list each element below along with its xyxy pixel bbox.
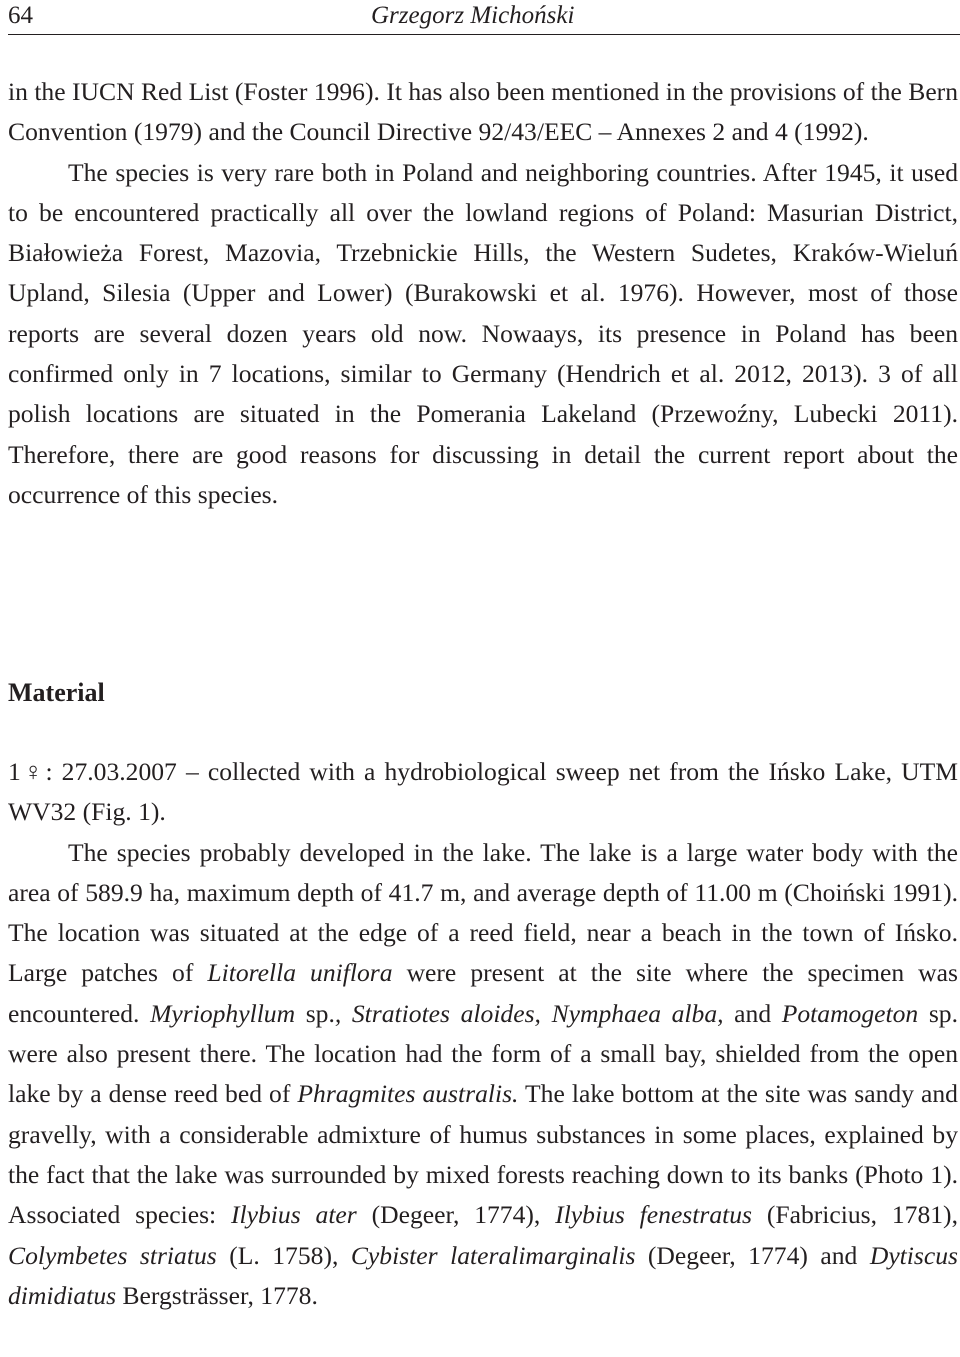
section-heading-material: Material: [8, 678, 105, 707]
species-name: Ilybius ater: [231, 1200, 357, 1230]
text-run: The species probably developed in the lake. The lake is a large water body with the area of 589.9 ha, maximum depth of 41.7 m, and average depth of 11.00 m (Choiński 1991). The location was situated at the edge of a reed field, near a beach in the town of Ińsko. Large patches of: [8, 837, 958, 988]
text-run: The lake bottom at the site was sandy and gravelly, with a considerable admixture of humus substances in some places, explained by the fact that the lake was surrounded by mixed forests reaching down to its banks (Photo 1). Associated species:: [8, 1079, 958, 1230]
intro-text: [8, 72, 958, 515]
text-run: (Degeer, 1774) and: [635, 1240, 870, 1270]
page-number: 64: [8, 2, 33, 29]
species-name: Dytiscus dimidiatus: [8, 1240, 958, 1310]
paragraph-continuation: in the IUCN Red List (Foster 1996). It has also been mentioned in the provisions of the Bern Convention (1979) and the Council Directive 92/43/EEC – Annexes 2 and 4 (1992).: [8, 77, 958, 147]
text-run: Bergsträsser, 1778.: [116, 1280, 318, 1310]
text-run: (Fabricius, 1781),: [752, 1200, 958, 1230]
species-name: Cybister lateralimarginalis: [350, 1240, 636, 1270]
text-run: were present at the site where the specimen was encountered.: [8, 958, 958, 1028]
text-run: sp.: [295, 998, 335, 1028]
species-name: Potamogeton: [781, 998, 919, 1028]
species-name: Phragmites australis.: [297, 1079, 519, 1109]
material-section: [8, 752, 958, 1316]
running-author: Grzegorz Michoński: [371, 2, 575, 29]
paragraph-distribution: The species is very rare both in Poland and neighboring countries. After 1945, it used to be encountered practically all over the lowland regions of Poland: Masurian District, Białowieża Forest, Mazovia, Trzebnickie Hills, the Western Sudetes, Kraków-Wieluń Upland, Silesia (Upper and Lower) (Burakowski et al. 1976). However, most of those reports are several dozen years old now. Nowaays, its presence in Poland has been confirmed only in 7 locations, similar to Germany (Hendrich et al. 2012, 2013). 3 of all polish locations are situated in the Pomerania Lakeland (Przewoźny, Lubecki 2011). Therefore, there are good reasons for discussing in detail the current report about the occurrence of this species.: [8, 157, 958, 509]
text-run: sp. were also present there. The location had the form of a small bay, shielded from the open lake by a dense reed bed of: [8, 998, 958, 1109]
paragraph-habitat: [8, 833, 958, 1317]
specimen-record: 1♀: 27.03.2007 – collected with a hydrobiological sweep net from the Ińsko Lake, UTM WV32 (Fig. 1).: [8, 757, 958, 827]
species-name: Ilybius fenestratus: [555, 1200, 752, 1230]
running-header: [8, 0, 960, 35]
species-name: Litorella uniflora: [207, 958, 393, 988]
species-name: , Stratiotes aloides, Nymphaea alba,: [334, 998, 724, 1028]
text-run: and: [723, 998, 782, 1028]
text-run: (Degeer, 1774),: [356, 1200, 556, 1230]
species-name: Colymbetes striatus: [8, 1240, 217, 1270]
species-name: Myriophyllum: [150, 998, 296, 1028]
text-run: (L. 1758),: [216, 1240, 351, 1270]
